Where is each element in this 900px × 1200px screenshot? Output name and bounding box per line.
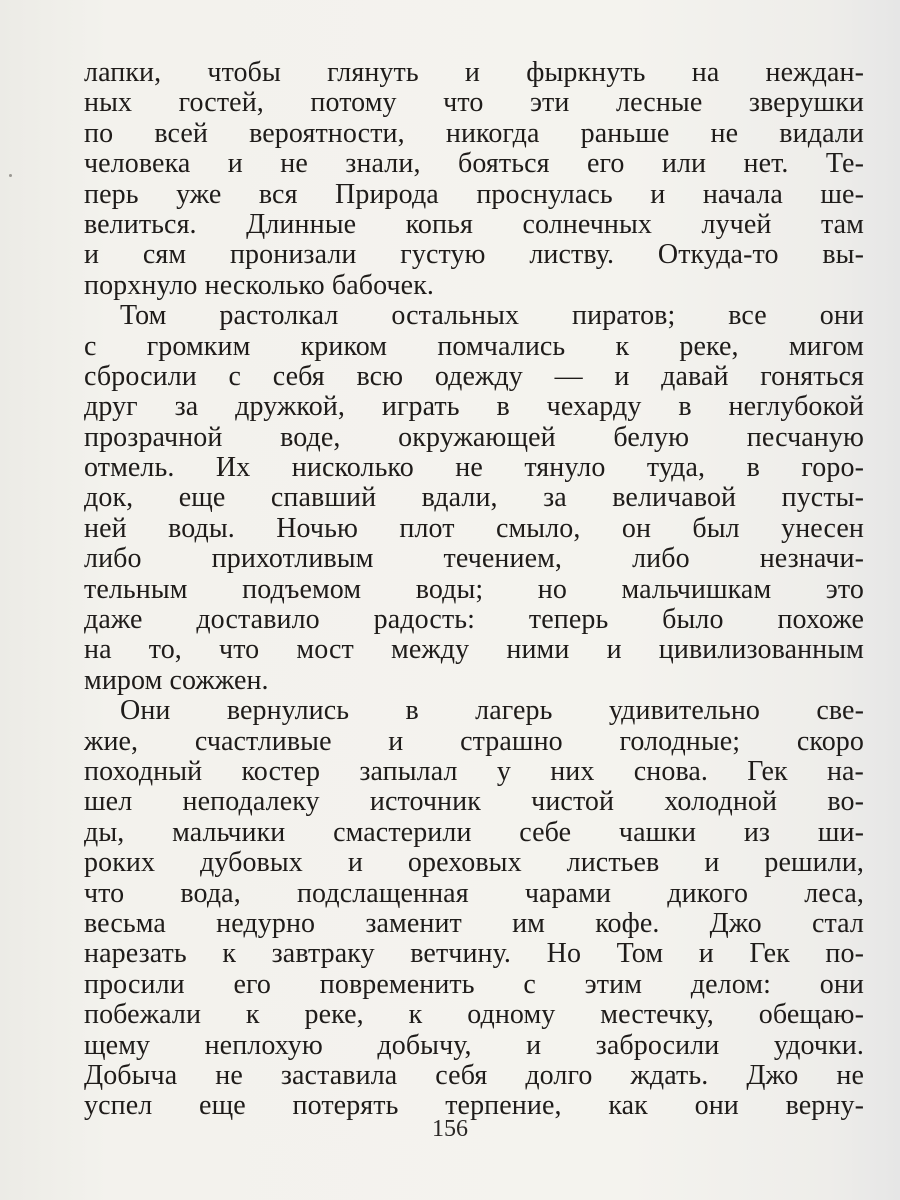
text-line-26: ды, мальчики смастерили себе чашки из ши-: [84, 816, 864, 848]
text-line-28: что вода, подслащенная чарами дикого леса,: [84, 877, 864, 909]
text-line-13: прозрачной воде, окружающей белую песчаную: [84, 421, 864, 453]
text-line-21: миром сожжен.: [84, 664, 269, 696]
text-line-6: велиться. Длинные копья солнечных лучей там: [84, 208, 864, 240]
text-line-14: отмель. Их нисколько не тянуло туда, в горо-: [84, 452, 864, 484]
body-text: [84, 58, 864, 1122]
text-line-5: перь уже вся Природа проснулась и начала ше-: [84, 178, 864, 210]
paper-speck: [9, 174, 12, 177]
text-line-11: сбросили с себя всю одежду — и давай гоняться: [84, 360, 864, 392]
text-line-24: походный костер запылал у них снова. Гек на-: [84, 755, 864, 787]
text-line-9: Том растолкал остальных пиратов; все они: [120, 300, 864, 332]
text-line-29: весьма недурно заменит им кофе. Джо стал: [84, 907, 864, 939]
text-line-22: Они вернулись в лагерь удивительно све-: [120, 695, 864, 727]
text-line-34: Добыча не заставила себя долго ждать. Джо не: [84, 1059, 864, 1091]
text-line-35: успел еще потерять терпение, как они верну-: [84, 1090, 864, 1122]
text-line-23: жие, счастливые и страшно голодные; скоро: [84, 725, 864, 757]
text-line-10: с громким криком помчались к реке, мигом: [84, 330, 864, 362]
page-number: 156: [432, 1116, 468, 1142]
text-line-33: щему неплохую добычу, и забросили удочки.: [84, 1029, 864, 1061]
text-line-25: шел неподалеку источник чистой холодной во-: [84, 786, 864, 818]
text-line-20: на то, что мост между ними и цивилизованным: [84, 634, 864, 666]
text-line-16: ней воды. Ночью плот смыло, он был унесен: [84, 512, 864, 544]
text-line-15: док, еще спавший вдали, за величавой пусты-: [84, 482, 864, 514]
text-line-19: даже доставило радость: теперь было похоже: [84, 604, 864, 636]
text-line-18: тельным подъемом воды; но мальчишкам это: [84, 573, 864, 605]
text-line-2: ных гостей, потому что эти лесные зверушки: [84, 87, 864, 119]
text-line-31: просили его повременить с этим делом: они: [84, 968, 864, 1000]
text-line-12: друг за дружкой, играть в чехарду в неглубокой: [84, 391, 864, 423]
text-line-27: роких дубовых и ореховых листьев и решили,: [84, 847, 864, 879]
text-line-4: человека и не знали, бояться его или нет. Те-: [84, 148, 864, 180]
text-line-30: нарезать к завтраку ветчину. Но Том и Гек по-: [84, 938, 864, 970]
text-line-8: порхнуло несколько бабочек.: [84, 269, 434, 301]
text-line-17: либо прихотливым течением, либо незначи-: [84, 543, 864, 575]
text-line-7: и сям пронизали густую листву. Откуда-то вы-: [84, 239, 864, 271]
text-line-1: лапки, чтобы глянуть и фыркнуть на неждан-: [84, 57, 864, 88]
text-line-32: побежали к реке, к одному местечку, обещаю-: [84, 999, 864, 1031]
text-line-3: по всей вероятности, никогда раньше не видали: [84, 117, 864, 149]
